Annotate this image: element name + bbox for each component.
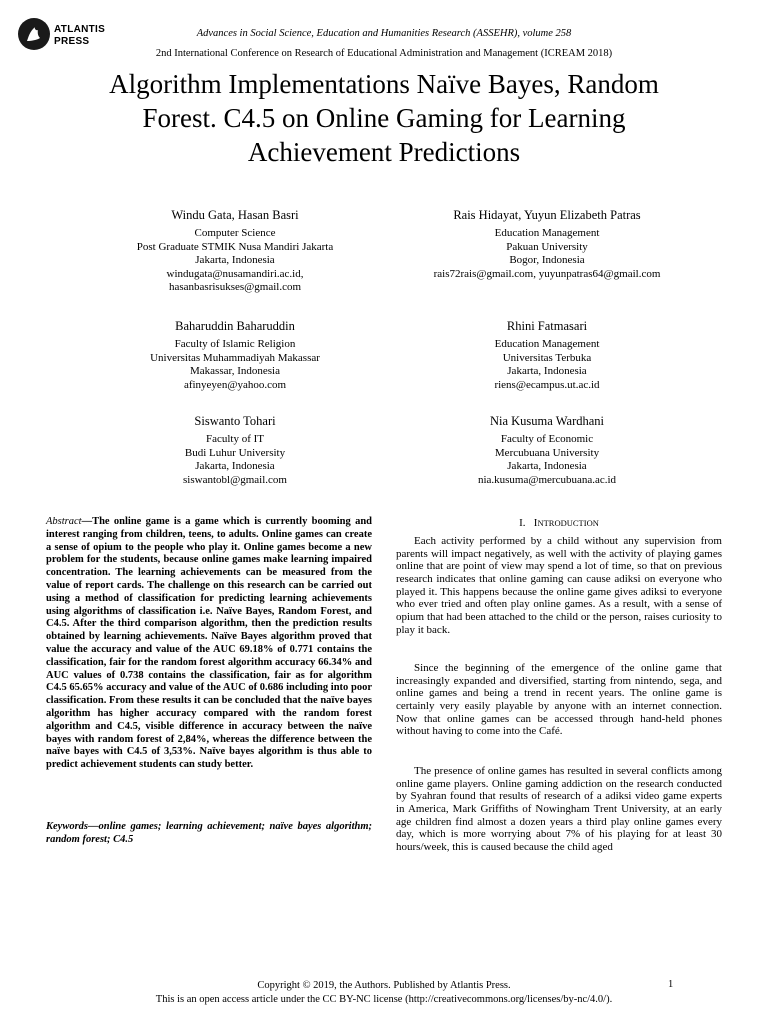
journal-header: Advances in Social Science, Education and Humanities Research (ASSEHR), volume 258 xyxy=(196,28,572,39)
body-paragraph: Since the beginning of the emergence of the online game that increasingly expanded and diversified, starting from nintendo, sega, and online games and being a trend in recent years. The online game is certainly very easily playable by anyone with an internet connection. Now that online games can be accessed through hand-held phones without having to come into the Café. xyxy=(396,662,722,738)
logo-text-bottom: PRESS xyxy=(54,36,90,47)
title-line: Forest. C4.5 on Online Gaming for Learning xyxy=(142,103,626,133)
abstract-label: Abstract xyxy=(46,516,82,527)
title-line: Achievement Predictions xyxy=(247,137,521,167)
author-email: afinyeyen@yahoo.com xyxy=(183,378,287,391)
author-block xyxy=(372,208,722,281)
keywords xyxy=(46,821,372,847)
author-affiliation-line: Pakuan University xyxy=(506,240,588,253)
author-email: hasanbasrisukses@gmail.com xyxy=(168,281,302,294)
author-block xyxy=(60,208,410,295)
license-footer: This is an open access article under the CC BY-NC license (http://creativecommons.org/licenses/by-nc/4.0/). xyxy=(155,994,613,1005)
paper-title xyxy=(40,67,728,169)
author-affiliation-line: Post Graduate STMIK Nusa Mandiri Jakarta xyxy=(136,240,334,253)
author-name: Rais Hidayat, Yuyun Elizabeth Patras xyxy=(453,208,641,222)
author-affiliation-line: Makassar, Indonesia xyxy=(190,365,280,378)
author-email: rais72rais@gmail.com, yuyunpatras64@gmail.com xyxy=(433,267,661,280)
author-email: windugata@nusamandiri.ac.id, xyxy=(166,267,304,280)
section-title-rest: NTRODUCTION xyxy=(537,518,599,528)
author-name: Baharuddin Baharuddin xyxy=(175,319,295,333)
author-affiliation-line: Faculty of Islamic Religion xyxy=(174,338,296,350)
body-paragraph: The presence of online games has resulted in several conflicts among online game players. Online gaming addiction on the research conducted by Syahran found that results of research of a adiksi video game experts in America, Mark Griffiths of Nowingham Trent University, at an early age children find almost a dozen years a third play online games every day, which is more worrying about 7% of his playing for at least 30 hours/week, this is caused because the child aged xyxy=(396,765,722,853)
author-email: nia.kusuma@mercubuana.ac.id xyxy=(477,473,617,486)
body-paragraph: Each activity performed by a child without any supervision from parents will impact negatively, as well with the activity of playing games online that are point of view may spend a lot of time, so that on previous research indicates that online gaming can cause adiksi on everyone who played it. This happens because the online game gives adiksi to everyone who ever tried and often play online games. As a result, with a sense of opium that had been attached to the child or the person, raises curiosity to play it back. xyxy=(396,535,722,636)
author-affiliation-line: Faculty of IT xyxy=(205,433,265,445)
keywords-label: Keywords xyxy=(46,821,88,832)
author-affiliation-line: Jakarta, Indonesia xyxy=(507,460,587,473)
logo-text-top: ATLANTIS xyxy=(54,24,106,35)
author-email: siswantobl@gmail.com xyxy=(183,473,287,486)
section-title-initial: I xyxy=(533,517,538,529)
author-affiliation-line: Universitas Terbuka xyxy=(502,351,592,364)
author-name: Windu Gata, Hasan Basri xyxy=(171,208,299,222)
author-affiliation-line: Jakarta, Indonesia xyxy=(507,365,587,378)
title-line: Algorithm Implementations Naïve Bayes, Random xyxy=(109,69,659,99)
section-heading xyxy=(396,517,722,530)
section-number: I. xyxy=(519,517,526,529)
author-affiliation-line: Budi Luhur University xyxy=(184,446,286,459)
author-name: Siswanto Tohari xyxy=(194,414,276,428)
atlantis-logo-icon xyxy=(17,17,51,51)
author-name: Nia Kusuma Wardhani xyxy=(489,414,604,428)
page-number: 1 xyxy=(668,979,674,990)
abstract-text: —The online game is a game which is currently booming and interest ranging from children, teens, to adults. Online games can create a sense of opium to the people who play it. Online games become a new problem for the students, because online games make learning impaired concentration. The learning achievements can be measured from the value of report cards. The challenge on this research can be carried out using a method of classification for predicting learning achievements using algorithms of classification i.e. Naïve Bayes, Random Forest, and C4.5. After the third comparison algorithm, then the prediction results obtained by learning achievements. Naïve Bayes algorithm proved that value the accuracy and value of the AUC 69.18% of 0.771 contains the classification, fair for the random forest algorithm accuracy 66.34% and AUC values of 0.738 contains the classification, fair as for algorithm C4.5 65.65% accuracy and value of the AUC of 0.686 including into poor classification. From these results it can be concluded that the naïve bayes algorithm has higher accuracy compared with the random forest algorithm and C4.5, visible difference in accuracy between the naïve bayes with random forest of 2,84%, whereas the difference between the naïve bayes with C4.5 of 3,53%. Naïve bayes algorithm is thus able to predict achievement students can study better. xyxy=(46,516,372,771)
author-block xyxy=(372,414,722,487)
author-name: Rhini Fatmasari xyxy=(506,319,588,333)
abstract xyxy=(46,516,372,772)
author-block xyxy=(60,319,410,392)
conference-header: 2nd International Conference on Research of Educational Administration and Management (ICREAM 2018) xyxy=(155,48,613,59)
author-affiliation-line: Education Management xyxy=(494,338,600,350)
author-affiliation-line: Universitas Muhammadiyah Makassar xyxy=(150,351,320,364)
author-affiliation-line: Jakarta, Indonesia xyxy=(195,254,275,267)
publisher-logo xyxy=(17,17,127,59)
author-affiliation-line: Faculty of Economic xyxy=(500,433,594,445)
keywords-text: —online games; learning achievement; naïve bayes algorithm; random forest; C4.5 xyxy=(46,821,372,845)
author-affiliation-line: Computer Science xyxy=(194,227,276,239)
author-affiliation-line: Education Management xyxy=(494,227,600,239)
author-affiliation-line: Jakarta, Indonesia xyxy=(195,460,275,473)
author-block xyxy=(372,319,722,392)
author-block xyxy=(60,414,410,487)
author-email: riens@ecampus.ut.ac.id xyxy=(494,378,600,391)
author-affiliation-line: Mercubuana University xyxy=(494,446,600,459)
author-affiliation-line: Bogor, Indonesia xyxy=(509,254,585,267)
copyright-footer: Copyright © 2019, the Authors. Published by Atlantis Press. xyxy=(257,980,511,991)
